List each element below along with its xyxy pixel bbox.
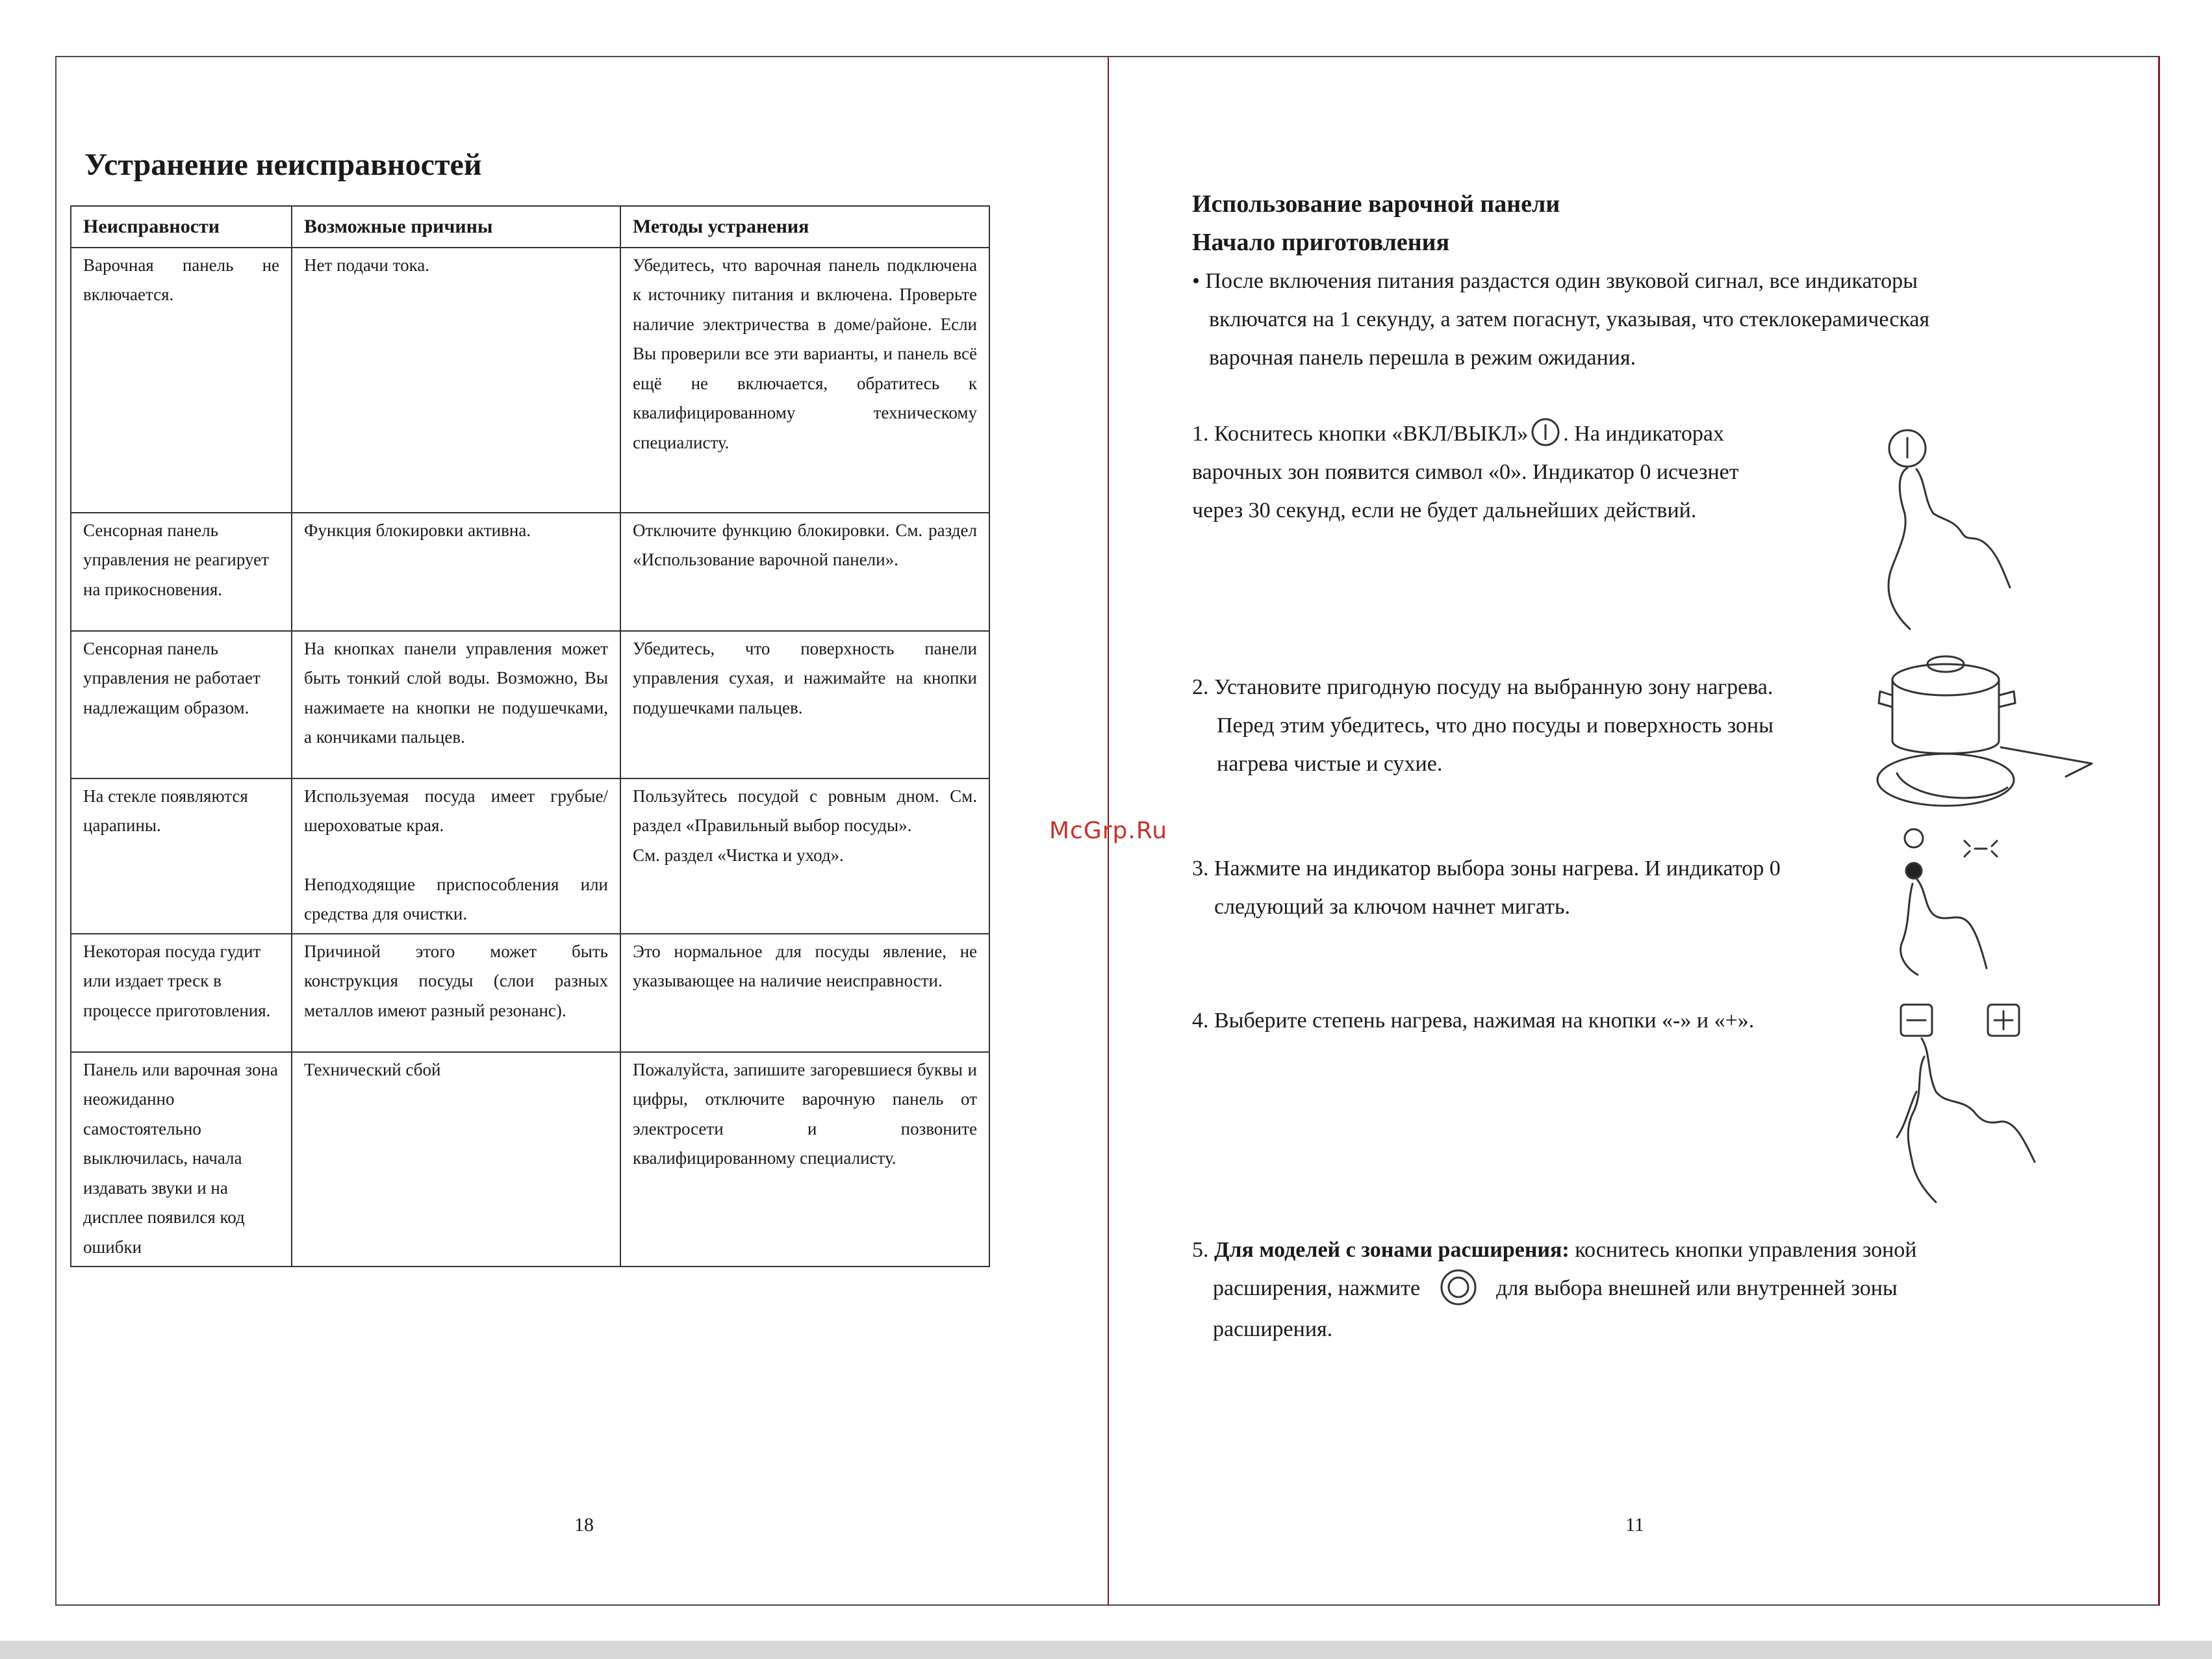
- cell-solution: Пожалуйста, запишите загоревшиеся буквы и цифры, отключите варочную панель от электросети и позвоните квалифицированному специалисту.: [620, 1052, 989, 1267]
- cell-solution: Это нормальное для посуды явление, не указывающее на наличие неисправности.: [620, 934, 989, 1052]
- step-5-line-3: расширения.: [1213, 1317, 1333, 1341]
- cell-solution: [620, 778, 989, 934]
- step-1: [1192, 415, 1739, 530]
- page-number-right: 11: [1625, 1514, 1644, 1536]
- table-row: [71, 248, 989, 513]
- step-3-line-1: 3. Нажмите на индикатор выбора зоны нагрева. И индикатор 0: [1192, 856, 1781, 881]
- bullet-marker: •: [1192, 269, 1200, 293]
- table-row: [71, 513, 989, 631]
- watermark: McGrp.Ru: [1049, 817, 1168, 844]
- cell-cause: Технический сбой: [292, 1052, 620, 1267]
- pot-on-zone-illustration: [1871, 643, 2098, 819]
- section-title: Устранение неисправностей: [84, 148, 482, 182]
- extension-zone-icon: [1438, 1269, 1479, 1305]
- step-5-line-2: [1192, 1269, 1916, 1307]
- cell-solution: Убедитесь, что варочная панель подключена к источнику питания и включена. Проверьте наличие электричества в доме/районе. Если Вы проверили все эти варианты, и панель всё ещё не включается, обратитесь к квалифицированному техническому специалисту.: [620, 248, 989, 513]
- step-3: [1192, 849, 1781, 926]
- cause-part-1: Используемая посуда имеет грубые/шероховатые края.: [304, 786, 608, 835]
- step-5-prefix: 5.: [1192, 1238, 1209, 1262]
- table-row: [71, 631, 989, 778]
- page-number-left: 18: [574, 1514, 594, 1536]
- step-1-line-3: через 30 секунд, если не будет дальнейших действий.: [1192, 498, 1697, 522]
- solution-part-1: Пользуйтесь посудой с ровным дном. См. раздел «Правильный выбор посуды».: [633, 786, 977, 835]
- step-1-line-1a: 1. Коснитесь кнопки «ВКЛ/ВЫКЛ»: [1192, 422, 1529, 446]
- header-solutions: Методы устранения: [620, 206, 989, 248]
- scan-bottom-strip: [0, 1641, 2212, 1659]
- bullet-line-3: варочная панель перешла в режим ожидания.: [1209, 346, 1636, 370]
- troubleshooting-table: [70, 205, 990, 1267]
- cell-problem: Сенсорная панель управления не работает надлежащим образом.: [71, 631, 292, 778]
- step-5-line-1-rest: коснитесь кнопки управления зоной: [1575, 1238, 1917, 1262]
- cell-cause: Функция блокировки активна.: [292, 513, 620, 631]
- table-row: [71, 778, 989, 934]
- cell-problem: Сенсорная панель управления не реагирует на прикосновения.: [71, 513, 292, 631]
- bullet-line-1: После включения питания раздастся один звуковой сигнал, все индикаторы: [1205, 269, 1918, 293]
- finger-power-button-illustration: [1871, 422, 2040, 637]
- intro-bullet: [1192, 262, 1929, 377]
- cell-problem: Панель или варочная зона неожиданно самостоятельно выключилась, начала издавать звуки и на дисплее появился код ошибки: [71, 1052, 292, 1267]
- header-problems: Неисправности: [71, 206, 292, 248]
- table-row: [71, 1052, 989, 1267]
- table-row: [71, 934, 989, 1052]
- cell-solution: Отключите функцию блокировки. См. раздел «Использование варочной панели».: [620, 513, 989, 631]
- step-3-line-2: следующий за ключом начнет мигать.: [1214, 895, 1570, 919]
- heading-using-hob: Использование варочной панели: [1192, 190, 1560, 218]
- cell-problem: Варочная панель не включается.: [71, 248, 292, 513]
- step-1-line-2: варочных зон появится символ «0». Индикатор 0 исчезнет: [1192, 460, 1739, 484]
- table-header-row: [71, 206, 989, 248]
- cell-cause: [292, 778, 620, 934]
- cell-cause: На кнопках панели управления может быть тонкий слой воды. Возможно, Вы нажимаете на кнопки не подушечками, а кончиками пальцев.: [292, 631, 620, 778]
- bullet-line-2: включатся на 1 секунду, а затем погаснут, указывая, что стеклокерамическая: [1209, 307, 1930, 331]
- step-1-line-1b: . На индикаторах: [1563, 422, 1725, 446]
- cell-solution: Убедитесь, что поверхность панели управления сухая, и нажимайте на кнопки подушечками пальцев.: [620, 631, 989, 778]
- step-2-line-1: 2. Установите пригодную посуду на выбранную зону нагрева.: [1192, 675, 1773, 699]
- cell-problem: На стекле появляются царапины.: [71, 778, 292, 934]
- step-5-line-2b: для выбора внешней или внутренней зоны: [1496, 1276, 1898, 1300]
- cause-part-2: Неподходящие приспособления или средства для очистки.: [304, 874, 608, 923]
- step-4-line-1: 4. Выберите степень нагрева, нажимая на кнопки «-» и «+».: [1192, 1009, 1755, 1033]
- step-2-line-3: нагрева чистые и сухие.: [1217, 752, 1443, 776]
- zone-select-illustration: [1884, 819, 2040, 981]
- step-4: [1192, 1001, 1754, 1040]
- heading-start-cooking: Начало приготовления: [1192, 229, 1450, 256]
- power-icon: [1531, 417, 1560, 447]
- header-causes: Возможные причины: [292, 206, 620, 248]
- cell-cause: Нет подачи тока.: [292, 248, 620, 513]
- minus-plus-illustration: [1884, 994, 2053, 1209]
- step-5: [1192, 1231, 1916, 1348]
- cell-problem: Некоторая посуда гудит или издает треск в процессе приготовления.: [71, 934, 292, 1052]
- step-2: [1192, 668, 1773, 783]
- cell-cause: Причиной этого может быть конструкция посуды (слои разных металлов имеют разный резонанс).: [292, 934, 620, 1052]
- step-5-line-2a: расширения, нажмите: [1213, 1276, 1421, 1300]
- step-2-line-2: Перед этим убедитесь, что дно посуды и поверхность зоны: [1217, 714, 1773, 738]
- step-5-bold: Для моделей с зонами расширения:: [1214, 1238, 1570, 1262]
- solution-part-2: См. раздел «Чистка и уход».: [633, 845, 844, 865]
